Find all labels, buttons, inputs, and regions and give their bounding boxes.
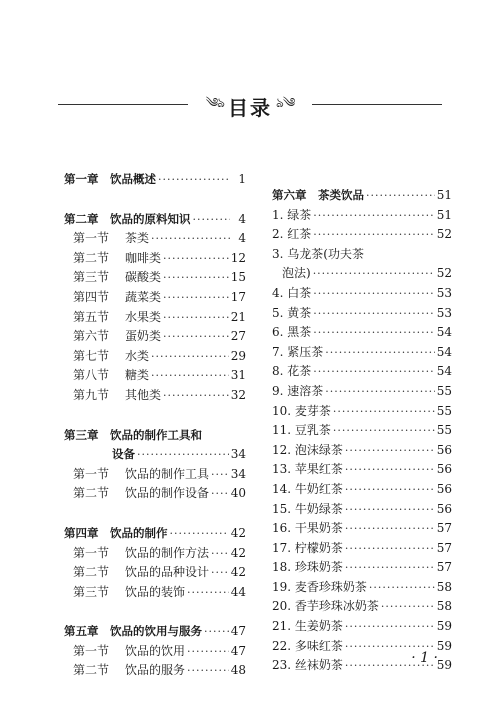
toc-page-number: 34 (230, 466, 246, 481)
toc-page-number: 32 (230, 387, 246, 402)
toc-entry[interactable] (64, 563, 246, 583)
toc-page-number: 54 (436, 344, 452, 359)
leader-dots (345, 519, 435, 539)
toc-page-number: 59 (436, 638, 452, 653)
leader-dots (211, 465, 229, 485)
leader-dots (187, 583, 229, 603)
toc-page-number: 59 (436, 619, 452, 634)
section-gap (64, 190, 246, 210)
toc-page-number: 55 (436, 403, 452, 418)
leader-dots (345, 558, 435, 578)
toc-entry-label: 17. 柠檬奶茶 (272, 540, 343, 555)
toc-page-number: 48 (230, 663, 246, 678)
leader-dots (313, 304, 434, 324)
toc-entry[interactable] (272, 597, 452, 617)
toc-page-number: 21 (230, 309, 246, 324)
toc-entry[interactable] (272, 284, 452, 304)
toc-entry-label: 23. 丝袜奶茶 (272, 658, 343, 673)
toc-page-number: 31 (230, 368, 246, 383)
toc-page-number: 54 (436, 364, 452, 379)
leader-dots (313, 206, 434, 226)
section-number: 第一节 (73, 466, 110, 481)
toc-entry-label: 16. 干果奶茶 (272, 521, 343, 536)
toc-entry-label: 第五章 饮品的饮用与服务 (64, 624, 202, 639)
leader-dots (187, 642, 229, 662)
toc-page-number: 42 (230, 545, 246, 560)
toc-left-column (64, 170, 246, 681)
toc-entry[interactable] (64, 347, 246, 367)
leader-dots (313, 264, 435, 284)
leader-dots (163, 327, 229, 347)
leader-dots (381, 597, 435, 617)
section-title: 饮品的饮用 (125, 643, 186, 658)
section-number: 第二节 (73, 663, 110, 678)
toc-page-number: 17 (230, 289, 246, 304)
toc-entry[interactable] (272, 500, 452, 520)
section-number: 第九节 (73, 387, 110, 402)
toc-page-number: 56 (436, 442, 452, 457)
toc-entry-label (73, 366, 149, 386)
toc-entry[interactable] (64, 386, 246, 406)
toc-entry[interactable] (64, 642, 246, 662)
toc-entry[interactable] (272, 519, 452, 539)
section-title: 饮品的服务 (125, 663, 186, 678)
leader-dots (193, 210, 231, 230)
toc-entry[interactable] (64, 544, 246, 564)
toc-entry-label: 9. 速溶茶 (272, 383, 324, 398)
section-title: 咖啡类 (125, 250, 162, 265)
toc-entry-label: 22. 多味红茶 (272, 638, 343, 653)
section-number: 第三节 (73, 270, 110, 285)
toc-entry[interactable] (272, 421, 452, 441)
toc-entry[interactable] (64, 366, 246, 386)
section-gap (64, 406, 246, 426)
leader-dots (158, 170, 230, 190)
toc-page-number: 59 (436, 658, 452, 673)
section-number: 第二节 (73, 250, 110, 265)
toc-entry-label: 第六章 茶类饮品 (272, 188, 364, 202)
section-title: 饮品的装饰 (125, 584, 186, 599)
toc-entry[interactable] (272, 460, 452, 480)
leader-dots (345, 500, 435, 520)
toc-entry-label: 15. 牛奶绿茶 (272, 501, 343, 516)
section-title: 蛋奶类 (125, 329, 162, 344)
toc-page-number: 53 (436, 305, 452, 320)
leader-dots (366, 186, 435, 206)
toc-entry-label: 第四章 饮品的制作 (64, 525, 168, 540)
toc-entry[interactable] (272, 617, 452, 637)
toc-entry-label: 18. 珍珠奶茶 (272, 560, 343, 575)
leader-dots (313, 362, 434, 382)
section-number: 第四节 (73, 289, 110, 304)
toc-page-number: 4 (238, 231, 246, 246)
toc-entry-label: 8. 花茶 (272, 364, 312, 379)
toc-entry[interactable] (64, 249, 246, 269)
toc-entry-label (73, 583, 185, 603)
section-number: 第二节 (73, 486, 110, 501)
toc-right-column (272, 186, 452, 676)
leader-dots (325, 343, 434, 363)
toc-page-number: 56 (436, 481, 452, 496)
section-number: 第七节 (73, 348, 110, 363)
toc-page-number: 29 (230, 348, 246, 363)
toc-page-number: 4 (238, 211, 246, 226)
toc-entry-label (73, 563, 209, 583)
leader-dots (151, 366, 229, 386)
toc-entry-label: 20. 香芋珍珠冰奶茶 (272, 599, 379, 614)
toc-page-number: 40 (230, 486, 246, 501)
toc-page-number: 58 (436, 599, 452, 614)
toc-title (206, 88, 295, 125)
toc-entry-label: 14. 牛奶红茶 (272, 481, 343, 496)
toc-entry[interactable] (64, 465, 246, 485)
toc-entry[interactable] (272, 578, 452, 598)
toc-title-row (58, 88, 442, 118)
toc-entry[interactable] (64, 229, 246, 249)
section-title: 碳酸类 (125, 270, 162, 285)
toc-entry[interactable] (64, 210, 246, 230)
toc-entry-label: 第一章 饮品概述 (64, 172, 156, 186)
toc-entry-label: 4. 白茶 (272, 285, 312, 300)
toc-entry-label: 7. 紧压茶 (272, 344, 324, 359)
toc-page-number: 54 (436, 325, 452, 340)
leader-dots (163, 268, 229, 288)
toc-page-number: 52 (436, 266, 452, 281)
toc-entry[interactable] (64, 327, 246, 347)
toc-page-number: 15 (230, 270, 246, 285)
toc-entry[interactable] (272, 264, 452, 284)
toc-page-number: 12 (230, 250, 246, 265)
toc-page-number: 52 (436, 227, 452, 242)
toc-entry-label (73, 288, 161, 308)
toc-entry[interactable] (272, 343, 452, 363)
ornament-left-icon: ༄ঌ (205, 96, 224, 111)
toc-entry[interactable] (64, 622, 246, 642)
toc-page-number: 1 (238, 172, 246, 186)
toc-page-number: 55 (436, 423, 452, 438)
leader-dots (204, 622, 229, 642)
toc-page-number: 47 (230, 624, 246, 639)
leader-dots (163, 249, 229, 269)
toc-entry[interactable] (64, 308, 246, 328)
toc-page-number: 44 (230, 584, 246, 599)
page-number: · 1 · (411, 650, 438, 666)
toc-entry-label: 5. 黄茶 (272, 305, 312, 320)
section-title: 茶类 (125, 231, 150, 246)
toc-entry[interactable] (272, 558, 452, 578)
toc-entry-label: 10. 麦芽茶 (272, 403, 331, 418)
leader-dots (345, 539, 435, 559)
section-number: 第一节 (73, 643, 110, 658)
toc-entry-label: 6. 黑茶 (272, 325, 312, 340)
toc-page-number: 53 (436, 285, 452, 300)
toc-entry[interactable] (272, 186, 452, 206)
toc-entry[interactable] (64, 268, 246, 288)
leader-dots (369, 578, 435, 598)
toc-page-number: 56 (436, 462, 452, 477)
section-number: 第一节 (73, 231, 110, 246)
toc-entry-label (73, 642, 185, 662)
section-number: 第二节 (73, 565, 110, 580)
leader-dots (163, 288, 229, 308)
toc-entry-label: 1. 绿茶 (272, 207, 312, 222)
toc-page-number: 51 (436, 188, 452, 202)
section-title: 饮品的制作设备 (125, 486, 210, 501)
toc-entry[interactable] (272, 402, 452, 422)
leader-dots (345, 460, 435, 480)
toc-page-number: 27 (230, 329, 246, 344)
toc-entry-label: 12. 泡沫绿茶 (272, 442, 343, 457)
toc-entry[interactable] (272, 225, 452, 245)
toc-entry-label (73, 347, 149, 367)
toc-entry[interactable] (64, 583, 246, 603)
section-title: 饮品的制作方法 (125, 545, 210, 560)
leader-dots (345, 480, 435, 500)
page-title: 目录 (228, 96, 272, 120)
toc-page-number: 58 (436, 579, 452, 594)
leader-dots (211, 484, 229, 504)
toc-entry-label: 11. 豆乳茶 (272, 423, 331, 438)
toc-entry-label: 第二章 饮品的原料知识 (64, 211, 191, 226)
section-title: 其他类 (125, 387, 162, 402)
leader-dots (333, 402, 435, 422)
toc-entry-label: 19. 麦香珍珠奶茶 (272, 579, 367, 594)
leader-dots (151, 347, 229, 367)
toc-entry[interactable] (272, 206, 452, 226)
section-number: 第八节 (73, 368, 110, 383)
toc-entry[interactable] (64, 661, 246, 681)
toc-entry[interactable] (272, 382, 452, 402)
leader-dots (170, 524, 229, 544)
section-gap (64, 504, 246, 524)
leader-dots (163, 386, 229, 406)
section-gap (64, 602, 246, 622)
leader-dots (187, 661, 229, 681)
toc-entry-label: 泡法) (282, 266, 311, 281)
toc-entry[interactable] (272, 304, 452, 324)
toc-page-number: 57 (436, 560, 452, 575)
toc-entry-label: 第三章 饮品的制作工具和 (64, 427, 202, 442)
leader-dots (333, 421, 435, 441)
toc-page-number: 51 (436, 207, 452, 222)
toc-page-number: 56 (436, 501, 452, 516)
section-title: 饮品的制作工具 (125, 466, 210, 481)
toc-entry[interactable] (64, 484, 246, 504)
toc-page-number: 47 (230, 643, 246, 658)
leader-dots (137, 445, 229, 465)
toc-entry-label (73, 229, 149, 249)
toc-entry[interactable] (272, 245, 452, 265)
toc-entry[interactable] (64, 288, 246, 308)
toc-entry[interactable] (272, 539, 452, 559)
toc-entry-label: 2. 红茶 (272, 227, 312, 242)
toc-page-number: 57 (436, 540, 452, 555)
ornament-right-icon: ঌ༄ (276, 96, 295, 111)
leader-dots (345, 441, 435, 461)
toc-entry-label (73, 268, 161, 288)
toc-entry[interactable] (64, 445, 246, 465)
section-title: 饮品的品种设计 (125, 565, 210, 580)
toc-page-number: 34 (230, 447, 246, 462)
title-rule-right (312, 104, 442, 105)
section-title: 糖类 (125, 368, 150, 383)
section-title: 水果类 (125, 309, 162, 324)
title-rule-left (58, 104, 188, 105)
toc-entry-label (73, 544, 209, 564)
toc-entry-label (73, 327, 161, 347)
toc-entry[interactable] (272, 362, 452, 382)
toc-entry[interactable] (272, 480, 452, 500)
toc-entry-label (73, 249, 161, 269)
leader-dots (345, 617, 435, 637)
section-number: 第三节 (73, 584, 110, 599)
leader-dots (325, 382, 434, 402)
section-title: 水类 (125, 348, 150, 363)
toc-page-number: 42 (230, 525, 246, 540)
toc-entry-label: 13. 苹果红茶 (272, 462, 343, 477)
leader-dots (313, 323, 434, 343)
leader-dots (211, 563, 229, 583)
toc-entry[interactable] (64, 426, 246, 446)
toc-page-number: 42 (230, 565, 246, 580)
toc-entry[interactable] (64, 524, 246, 544)
toc-entry-label (73, 484, 209, 504)
toc-entry-label: 3. 乌龙茶(功夫茶 (272, 246, 364, 261)
toc-entry-label: 设备 (112, 447, 135, 462)
leader-dots (151, 229, 230, 249)
toc-entry[interactable] (272, 323, 452, 343)
toc-entry-label: 21. 生姜奶茶 (272, 619, 343, 634)
toc-entry-label (73, 308, 161, 328)
toc-entry[interactable] (64, 170, 246, 190)
toc-page-number: 55 (436, 383, 452, 398)
toc-entry-label (73, 661, 185, 681)
section-number: 第五节 (73, 309, 110, 324)
toc-entry-label (73, 465, 209, 485)
section-title: 蔬菜类 (125, 289, 162, 304)
toc-entry[interactable] (272, 441, 452, 461)
leader-dots (163, 308, 229, 328)
leader-dots (313, 284, 434, 304)
toc-entry-label (73, 386, 161, 406)
section-number: 第一节 (73, 545, 110, 560)
leader-dots (211, 544, 229, 564)
toc-page-number: 57 (436, 521, 452, 536)
leader-dots (313, 225, 434, 245)
section-number: 第六节 (73, 329, 110, 344)
